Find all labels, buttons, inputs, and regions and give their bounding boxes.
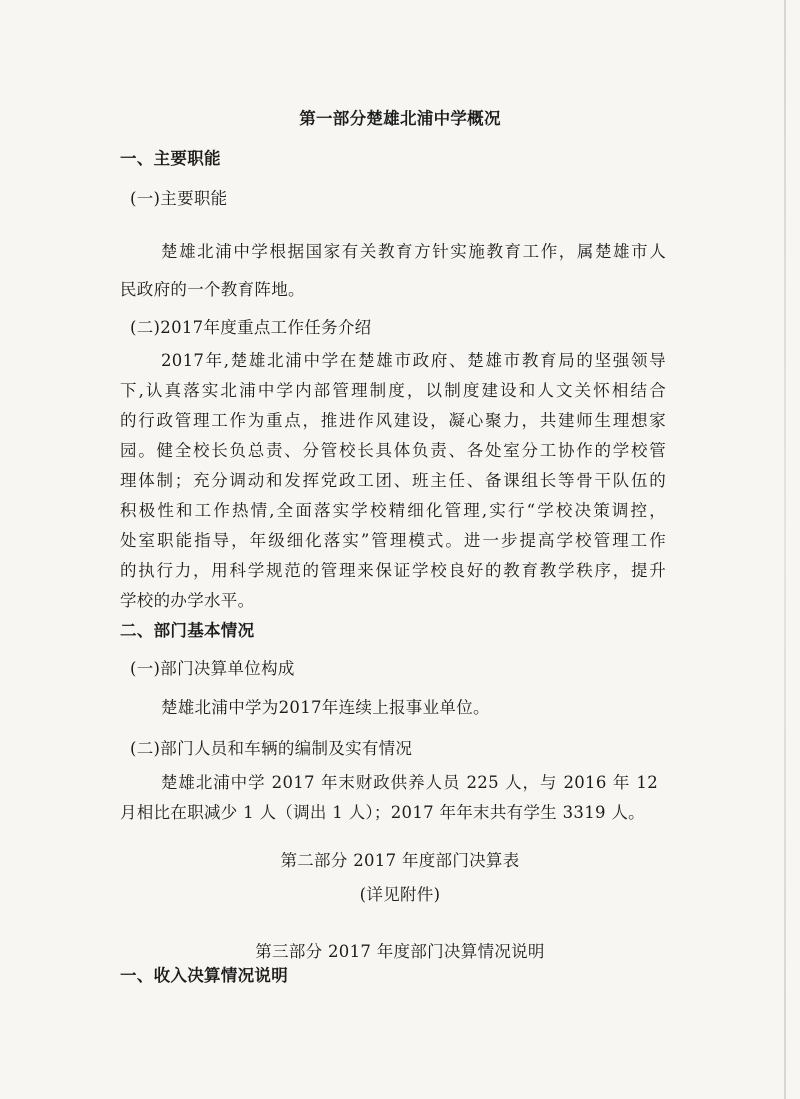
section1-p2-line1: 2017年,楚雄北浦中学在楚雄市政府、楚雄市教育局的坚强领导	[161, 351, 666, 370]
section2-sub1: (一)部门决算单位构成	[130, 659, 295, 678]
section2-p2-line1: 楚雄北浦中学 2017 年末财政供养人员 225 人，与 2016 年 12	[161, 773, 658, 792]
scan-edge	[784, 0, 786, 1099]
section1-sub1: (一)主要职能	[130, 189, 228, 208]
section2-p1: 楚雄北浦中学为2017年连续上报事业单位。	[161, 698, 490, 717]
section1-p2-line5: 理体制；充分调动和发挥党政工团、班主任、备课组长等骨干队伍的	[120, 471, 666, 490]
part3-title: 第三部分 2017 年度部门决算情况说明	[255, 942, 545, 961]
section1-sub2: (二)2017年度重点工作任务介绍	[130, 318, 372, 337]
section1-p2-line4: 园。健全校长负总责、分管校长具体负责、各处室分工协作的学校管	[120, 441, 666, 460]
section1-p1-line2: 民政府的一个教育阵地。	[120, 280, 305, 299]
section2-heading: 二、部门基本情况	[120, 621, 255, 640]
part2-subtitle: (详见附件)	[359, 885, 441, 904]
section2-sub2: (二)部门人员和车辆的编制及实有情况	[130, 739, 413, 758]
section1-heading: 一、主要职能	[120, 149, 221, 168]
part3-section1-heading: 一、收入决算情况说明	[120, 966, 288, 985]
section1-p2-line2: 下,认真落实北浦中学内部管理制度，以制度建设和人文关怀相结合	[120, 381, 666, 400]
section1-p1-line1: 楚雄北浦中学根据国家有关教育方针实施教育工作，属楚雄市人	[161, 242, 666, 261]
part1-title: 第一部分楚雄北浦中学概况	[299, 109, 501, 128]
section2-p2-line2: 月相比在职减少 1 人（调出 1 人）；2017 年年末共有学生 3319 人。	[120, 803, 645, 822]
section1-p2-line9: 学校的办学水平。	[120, 591, 255, 610]
section1-p2-line8: 的执行力，用科学规范的管理来保证学校良好的教育教学秩序，提升	[120, 561, 666, 580]
part2-title: 第二部分 2017 年度部门决算表	[280, 851, 520, 870]
section1-p2-line7: 处室职能指导，年级细化落实”管理模式。进一步提高学校管理工作	[120, 531, 666, 550]
section1-p2-line6: 积极性和工作热情,全面落实学校精细化管理,实行“学校决策调控，	[120, 501, 666, 520]
section1-p2-line3: 的行政管理工作为重点，推进作风建设，凝心聚力，共建师生理想家	[120, 411, 666, 430]
